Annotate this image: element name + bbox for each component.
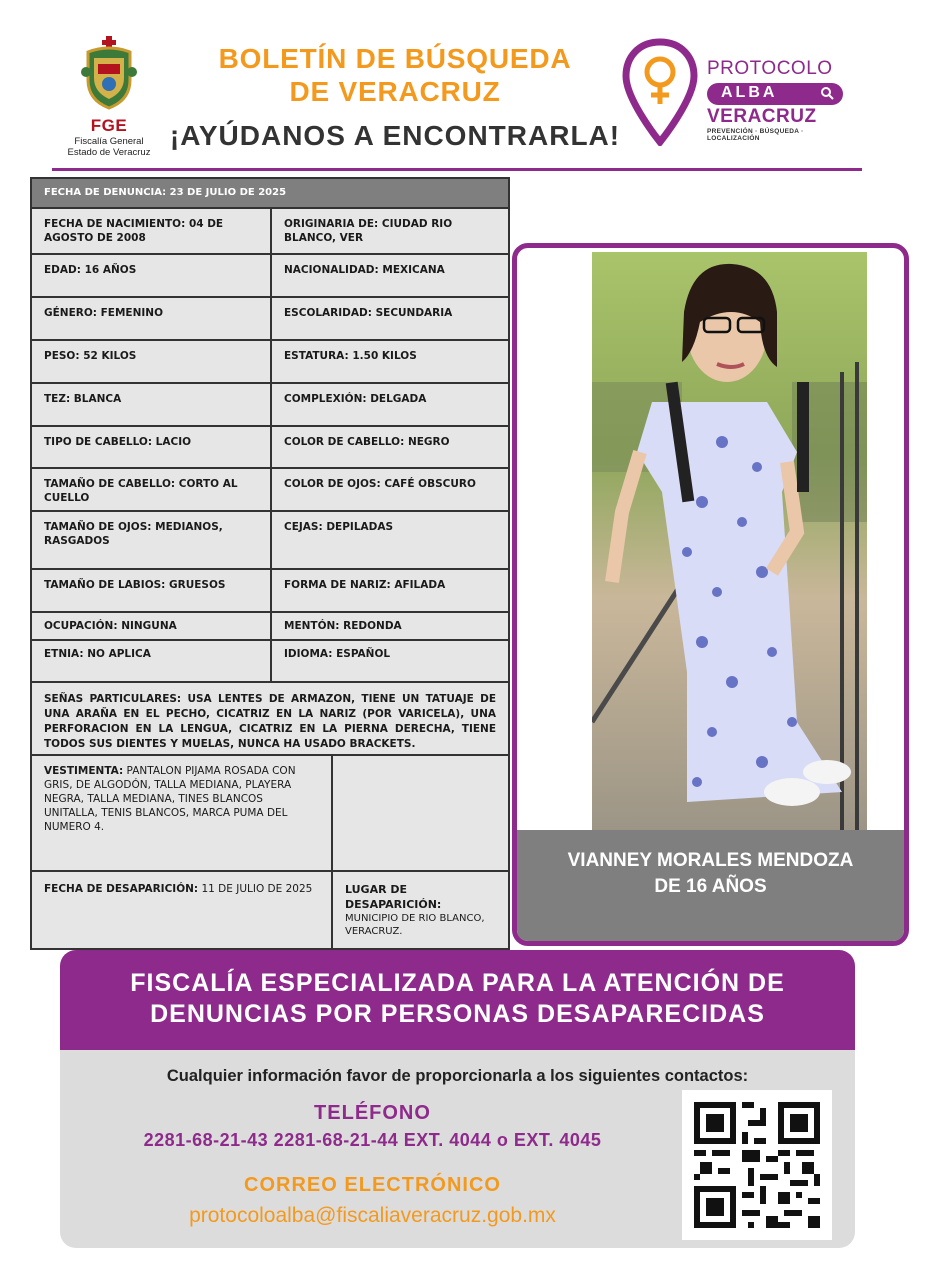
table-cell: TAMAÑO DE OJOS: MEDIANOS, RASGADOS [44,521,223,547]
table-cell: COLOR DE OJOS: CAFÉ OBSCURO [270,469,508,510]
table-row [32,298,508,341]
email-title: CORREO ELECTRÓNICO [244,1174,501,1196]
clothing-label: VESTIMENTA: [44,765,124,777]
table-cell: ORIGINARIA DE: CIUDAD RIO BLANCO, VER [270,209,508,253]
clothing-value: PANTALON PIJAMA ROSADA CON GRIS, DE ALGODÓN, TALLA MEDIANA, PLAYERA NEGRA, TALLA MEDIANA, TINES BLANCOS UNITALLA, TENIS BLANCOS, MARCA PUMA DEL NUMERO 4. [44,765,296,833]
distinguishing-marks: SEÑAS PARTICULARES: USA LENTES DE ARMAZON, TIENE UN TATUAJE DE UNA ARAÑA EN EL PECHO, CICATRIZ EN LA NARIZ (POR VARICELA), UNA PERFORACION EN LA LENGUA, CICATRIZ EN LA PIERNA DERECHA, TIENE TODOS SUS DIENTES Y MUELAS, NUNCA HA USADO BRACKETS. [44,693,496,750]
contact-intro: Cualquier información favor de proporcionarla a los siguientes contactos: [166,1067,749,1085]
agency-line-2: DENUNCIAS POR PERSONAS DESAPARECIDAS [150,1000,765,1028]
table-cell: MENTÓN: REDONDA [270,613,508,639]
help-headline: ¡AYÚDANOS A ENCONTRARLA! [169,120,621,151]
fge-logo [60,36,158,158]
protocolo-alba-logo [622,38,852,148]
disappearance-date-value: 11 DE JULIO DE 2025 [198,883,313,895]
header-divider [52,168,862,171]
table-row [32,341,508,384]
table-cell: IDIOMA: ESPAÑOL [270,641,508,681]
coat-of-arms-icon [80,36,138,110]
person-name-box [517,830,904,941]
table-row [32,613,508,641]
search-icon [820,86,835,101]
table-cell: TIPO DE CABELLO: LACIO [44,436,192,448]
disappearance-date-cell [32,872,331,948]
clothing-cell [32,756,331,870]
alba-pill [707,83,843,105]
person-name: VIANNEY MORALES MENDOZA [567,850,854,871]
phone-numbers[interactable]: 2281-68-21-43 2281-68-21-44 EXT. 4044 o EXT. 4045 [143,1130,602,1150]
report-table [30,177,510,950]
fge-label: FGE [90,116,128,135]
table-row [32,469,508,512]
empty-cell [331,756,508,870]
disappearance-place-value: MUNICIPIO DE RIO BLANCO, VERACRUZ. [345,913,485,937]
fge-subtitle-2: Estado de Veracruz [67,147,151,158]
table-cell: OCUPACIÓN: NINGUNA [44,620,177,632]
fge-subtitle-1: Fiscalía General [74,136,144,147]
table-cell: ESTATURA: 1.50 KILOS [270,341,508,382]
table-row [32,756,508,872]
photo-card [512,243,909,946]
table-row [32,255,508,298]
email-link[interactable]: protocoloalba@fiscaliaveracruz.gob.mx [189,1204,556,1227]
table-cell: ETNIA: NO APLICA [44,648,151,660]
alba-tagline: PREVENCIÓN · BÚSQUEDA · LOCALIZACIÓN [707,128,804,142]
location-pin-venus-icon [622,38,698,146]
table-cell: COLOR DE CABELLO: NEGRO [270,427,508,467]
table-cell: GÉNERO: FEMENINO [44,307,163,319]
qr-code-icon[interactable] [682,1090,832,1240]
table-cell: COMPLEXIÓN: DELGADA [270,384,508,425]
agency-banner [60,950,855,1050]
table-row [32,209,508,255]
table-cell: FECHA DE NACIMIENTO: 04 DE AGOSTO DE 2008 [44,218,224,244]
agency-line-1: FISCALÍA ESPECIALIZADA PARA LA ATENCIÓN DE [130,969,785,997]
table-cell: FORMA DE NARIZ: AFILADA [270,570,508,611]
bulletin-title [160,42,630,152]
table-cell: TEZ: BLANCA [44,393,122,405]
table-cell: TAMAÑO DE LABIOS: GRUESOS [44,579,226,591]
table-cell: TAMAÑO DE CABELLO: CORTO AL CUELLO [44,478,238,504]
table-cell: EDAD: 16 AÑOS [44,264,137,276]
alba-protocolo-label: PROTOCOLO [707,58,833,79]
person-photo [592,252,867,830]
table-cell: ESCOLARIDAD: SECUNDARIA [270,298,508,339]
disappearance-place-label: LUGAR DE DESAPARICIÓN: [345,883,442,911]
table-row [32,683,508,756]
table-cell: CEJAS: DEPILADAS [270,512,508,568]
disappearance-place-cell [331,872,508,948]
table-cell: PESO: 52 KILOS [44,350,137,362]
contact-panel [60,1050,855,1248]
table-row [32,427,508,469]
table-row [32,641,508,683]
disappearance-date-label: FECHA DE DESAPARICIÓN: [44,883,199,895]
alba-veracruz-label: VERACRUZ [707,106,817,127]
phone-title: TELÉFONO [314,1102,431,1124]
header [0,0,925,175]
table-row [32,179,508,209]
title-line-1: BOLETÍN DE BÚSQUEDA [218,43,572,74]
table-row [32,384,508,427]
qr-code-graphic [694,1102,820,1228]
title-line-2: DE VERACRUZ [289,76,501,107]
table-cell: NACIONALIDAD: MEXICANA [270,255,508,296]
report-date: FECHA DE DENUNCIA: 23 DE JULIO DE 2025 [44,187,287,198]
table-row [32,872,508,948]
table-row [32,512,508,570]
alba-label: ALBA [721,84,778,101]
table-row [32,570,508,613]
person-age: DE 16 AÑOS [654,876,767,897]
